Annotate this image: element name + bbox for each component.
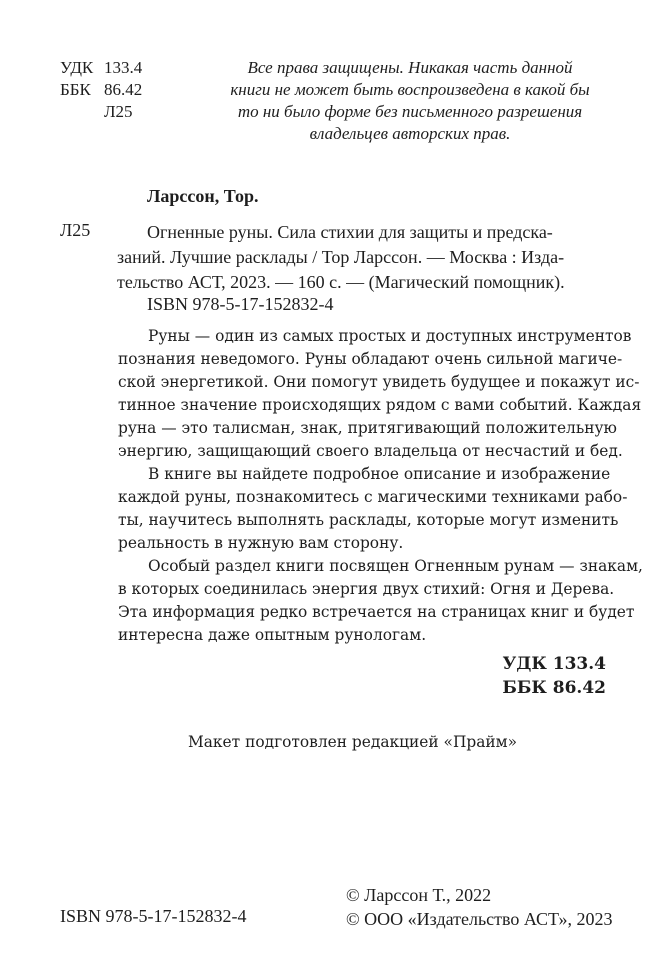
annotation-line: энергию, защищающий своего владельца от несчастий и бед.	[118, 442, 623, 460]
annotation-line: интересна даже опытным рунологам.	[118, 626, 427, 644]
author-mark: Л25	[104, 102, 133, 121]
bbk-code: ББК 86.42	[502, 678, 606, 698]
annotation-line: Эта информация редко встречается на страницах книг и будет	[118, 603, 635, 621]
isbn-record: ISBN 978-5-17-152832-4	[147, 294, 334, 314]
bbk-value: 86.42	[104, 80, 143, 99]
rights-line: владельцев авторских прав.	[309, 124, 511, 143]
classification-codes	[60, 57, 142, 123]
annotation-line: каждой руны, познакомитесь с магическими техниками рабо-	[118, 488, 628, 506]
udk-row	[60, 57, 142, 79]
bibliographic-description	[117, 220, 607, 295]
annotation-line: В книге вы найдете подробное описание и изображение	[148, 465, 611, 483]
isbn-footer: ISBN 978-5-17-152832-4	[60, 906, 247, 926]
annotation-line: Руны — один из самых простых и доступных инструментов	[148, 327, 632, 345]
annotation-line: ты, научитесь выполнять расклады, которые могут изменить	[118, 511, 619, 529]
author-mark-row	[60, 101, 142, 123]
annotation-line: Особый раздел книги посвящен Огненным рунам — знакам,	[148, 557, 643, 575]
bbk-label: ББК	[60, 80, 91, 99]
description-line: тельство АСТ, 2023. — 160 с. — (Магический помощник).	[117, 272, 565, 292]
udk-label: УДК	[60, 58, 94, 77]
rights-line: книги не может быть воспроизведена в какой бы	[230, 80, 590, 99]
rights-notice	[220, 57, 600, 145]
udk-code: УДК 133.4	[502, 654, 606, 674]
classification-codes-bottom	[502, 652, 606, 700]
annotation-line: познания неведомого. Руны обладают очень сильной магиче-	[118, 350, 623, 368]
annotation-line: ской энергетикой. Они помогут увидеть будущее и покажут ис-	[118, 373, 640, 391]
annotation-line: тинное значение происходящих рядом с вами событий. Каждая	[118, 396, 642, 414]
description-line: заний. Лучшие расклады / Тор Ларссон. — Москва : Изда-	[117, 247, 565, 267]
author-heading: Ларссон, Тор.	[147, 186, 259, 206]
rights-line: Все права защищены. Никакая часть данной	[247, 58, 573, 77]
annotation-line: руна — это талисман, знак, притягивающий положительную	[118, 419, 617, 437]
annotation	[118, 325, 643, 647]
copyright	[346, 883, 613, 931]
rights-line: то ни было форме без письменного разрешения	[237, 102, 583, 121]
description-line: Огненные руны. Сила стихии для защиты и предска-	[147, 222, 553, 242]
annotation-line: реальность в нужную вам сторону.	[118, 534, 404, 552]
copyright-line: © Ларссон Т., 2022	[346, 885, 492, 905]
udk-value: 133.4	[104, 58, 143, 77]
layout-credit: Макет подготовлен редакцией «Прайм»	[188, 733, 518, 751]
copyright-line: © ООО «Издательство АСТ», 2023	[346, 909, 613, 929]
author-mark-left: Л25	[60, 220, 91, 240]
annotation-line: в которых соединилась энергия двух стихий: Огня и Дерева.	[118, 580, 615, 598]
bbk-row	[60, 79, 142, 101]
